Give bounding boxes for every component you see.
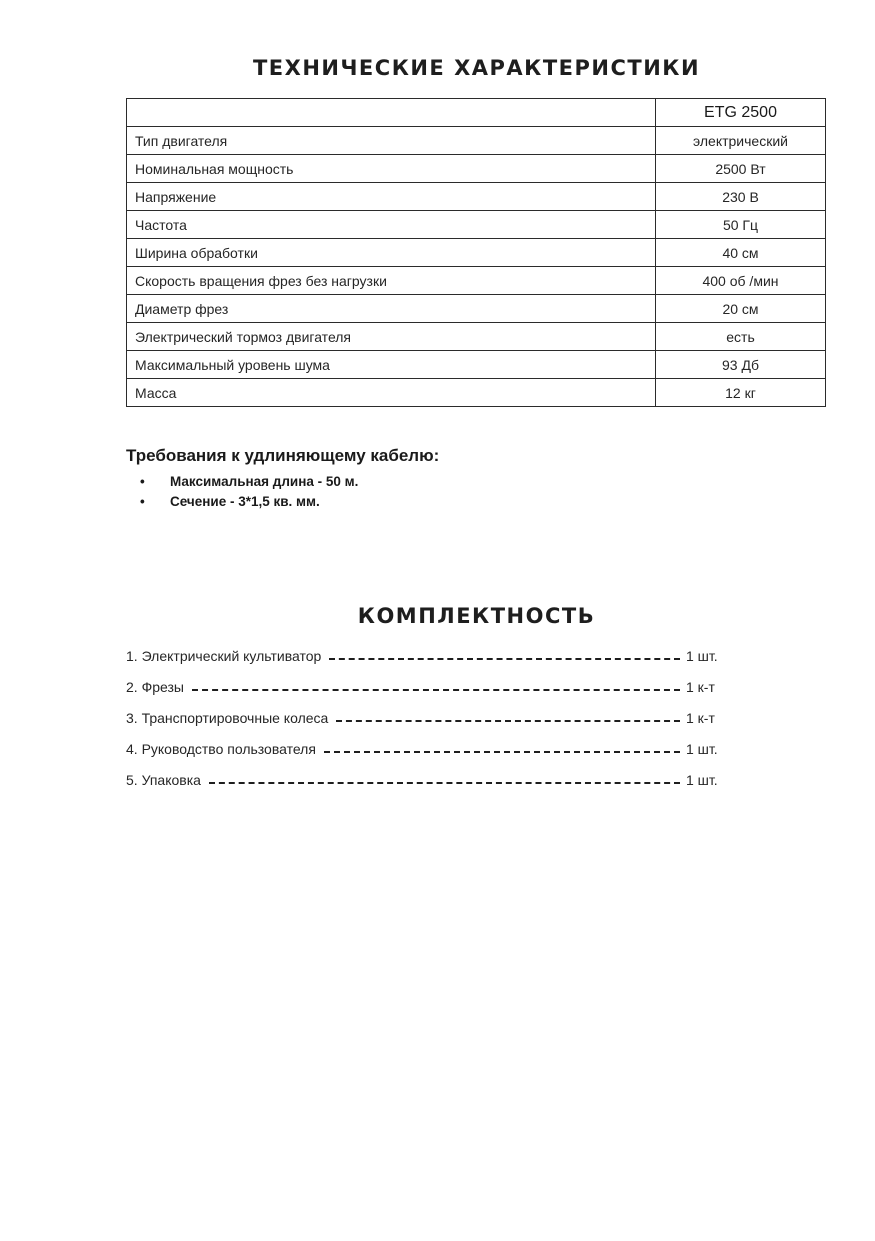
kit-list (126, 640, 718, 795)
list-item (126, 702, 718, 733)
cable-requirements-list (126, 472, 358, 512)
dashed-leader (209, 782, 680, 784)
dashed-leader (329, 658, 680, 660)
spec-value: 40 см (656, 239, 826, 267)
kit-item-name: 4. Руководство пользователя (126, 740, 316, 757)
specs-table (126, 98, 826, 407)
table-row (127, 127, 826, 155)
spec-value: 50 Гц (656, 211, 826, 239)
bullet-icon: • (140, 494, 145, 509)
kit-item-name: 3. Транспортировочные колеса (126, 709, 329, 726)
kit-item-qty: 1 шт. (686, 647, 718, 664)
specs-model: ETG 2500 (656, 99, 826, 127)
spec-label: Диаметр фрез (127, 295, 656, 323)
kit-item-name: 5. Упаковка (126, 771, 201, 788)
spec-value: 230 В (656, 183, 826, 211)
cable-requirement-text: Максимальная длина - 50 м. (170, 474, 359, 489)
specs-title: ТЕХНИЧЕСКИЕ ХАРАКТЕРИСТИКИ (252, 56, 701, 80)
table-row (127, 379, 826, 407)
kit-item-name: 2. Фрезы (126, 678, 184, 695)
kit-item-qty: 1 к-т (686, 709, 715, 726)
kit-title: КОМПЛЕКТНОСТЬ (357, 604, 596, 628)
dashed-leader (324, 751, 680, 753)
list-item (126, 764, 718, 795)
list-item (126, 472, 358, 492)
kit-item-qty: 1 к-т (686, 678, 715, 695)
spec-label: Номинальная мощность (127, 155, 656, 183)
cable-requirements-title: Требования к удлиняющему кабелю: (126, 446, 440, 465)
spec-value: 400 об /мин (656, 267, 826, 295)
list-item (126, 492, 358, 512)
table-row (127, 211, 826, 239)
spec-label: Максимальный уровень шума (127, 351, 656, 379)
spec-value: 20 см (656, 295, 826, 323)
spec-label: Скорость вращения фрез без нагрузки (127, 267, 656, 295)
dashed-leader (336, 720, 680, 722)
kit-item-qty: 1 шт. (686, 740, 718, 757)
bullet-icon: • (140, 474, 145, 489)
dashed-leader (192, 689, 680, 691)
table-row (127, 351, 826, 379)
spec-label: Частота (127, 211, 656, 239)
spec-value: 2500 Вт (656, 155, 826, 183)
list-item (126, 671, 718, 702)
spec-label: Напряжение (127, 183, 656, 211)
table-row (127, 323, 826, 351)
spec-label: Тип двигателя (127, 127, 656, 155)
spec-label: Ширина обработки (127, 239, 656, 267)
table-row (127, 295, 826, 323)
list-item (126, 640, 718, 671)
table-row (127, 267, 826, 295)
table-row (127, 155, 826, 183)
table-row (127, 183, 826, 211)
spec-value: 12 кг (656, 379, 826, 407)
table-row (127, 239, 826, 267)
spec-label: Электрический тормоз двигателя (127, 323, 656, 351)
spec-value: есть (656, 323, 826, 351)
list-item (126, 733, 718, 764)
kit-item-qty: 1 шт. (686, 771, 718, 788)
spec-label: Масса (127, 379, 656, 407)
spec-value: 93 Дб (656, 351, 826, 379)
specs-header-row (127, 99, 826, 127)
spec-value: электрический (656, 127, 826, 155)
kit-item-name: 1. Электрический культиватор (126, 647, 322, 664)
specs-header-empty (127, 99, 656, 127)
cable-requirement-text: Сечение - 3*1,5 кв. мм. (170, 494, 320, 509)
